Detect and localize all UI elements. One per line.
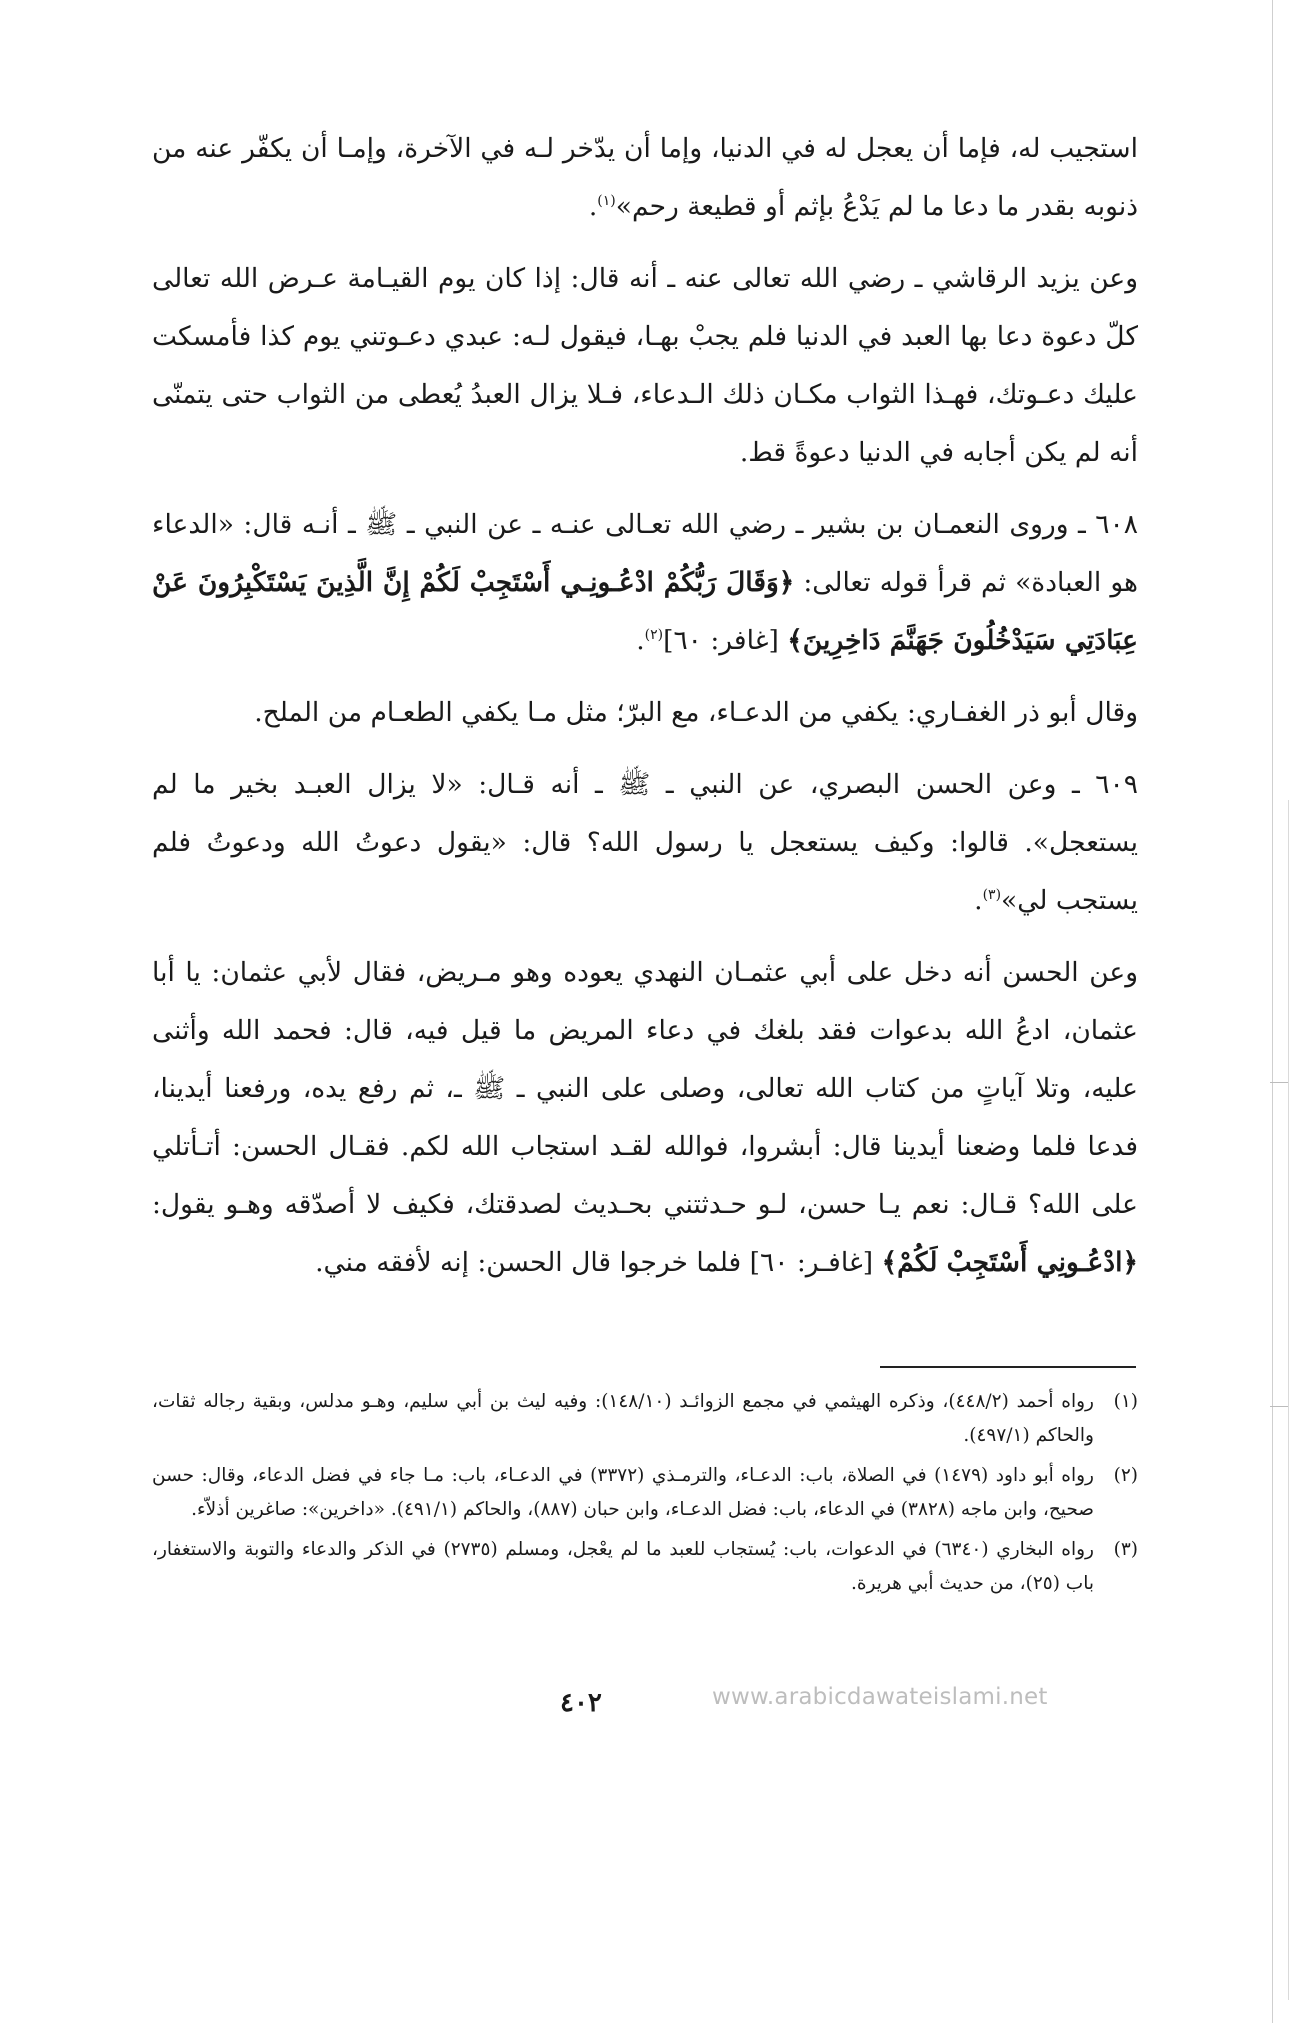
scan-edge-line-inner	[1288, 800, 1289, 2000]
footnote-text: رواه أحمد (٤٤٨/٢)، وذكره الهيثمي في مجمع الزوائـد (١٤٨/١٠): وفيه ليث بن أبي سليم، وهـو مدلس، وبقية رجاله ثقات، والحاكم (٤٩٧/١).	[152, 1391, 1094, 1446]
page-number: ٤٠٢	[560, 1688, 602, 1718]
footnote-ref-3: (٣)	[982, 887, 1002, 904]
scan-edge-line	[1272, 0, 1273, 2023]
footnote-ref-2: (٢)	[644, 627, 664, 644]
quran-verse-short: ﴿ادْعُـونِي أَسْتَجِبْ لَكُمْ﴾	[881, 1247, 1138, 1278]
footnote-text: رواه أبو داود (١٤٧٩) في الصلاة، باب: الدعـاء، والترمـذي (٣٣٧٢) في الدعـاء، باب: مـا جاء في فضل الدعاء، وقال: حسن صحيح، وابن ماجه (٣٨٢٨) في الدعاء، باب: فضل الدعـاء، وابن حبان (٨٨٧)، والحاكم (٤٩١/١). «داخرين»: صاغرين أذلاّء.	[152, 1465, 1094, 1520]
paragraph-hadith-609: ٦٠٩ ـ وعن الحسن البصري، عن النبي ـ ﷺ ـ أنه قـال: «لا يزال العبـد بخير ما لم يستعجل». قالوا: وكيف يستعجل يا رسول الله؟ قال: «يقول دعوتُ الله ودعوتُ فلم يستجب لي»$^{(٣)}$.	[152, 769, 1138, 916]
footnote-separator	[880, 1366, 1136, 1368]
footnotes	[152, 1385, 1138, 1607]
quran-verse: ﴿وَقَالَ رَبُّكُمْ ادْعُـونِـي أَسْتَجِبْ لَكُمْ إِنَّ الَّذِينَ يَسْتَكْبِرُونَ عَنْ عِبَادَتِي سَيَدْخُلُونَ جَهَنَّمَ دَاخِرِينَ﴾	[152, 567, 1138, 656]
footnote-text: رواه البخاري (٦٣٤٠) في الدعوات، باب: يُستجاب للعبد ما لم يعْجل، ومسلم (٢٧٣٥) في الذكر والدعاء والتوبة والاستغفار، باب (٢٥)، من حديث أبي هريرة.	[152, 1539, 1094, 1594]
footnote-number: (١)	[1113, 1391, 1138, 1412]
scan-edge-tick	[1270, 1082, 1288, 1083]
main-text	[152, 120, 1138, 1292]
paragraph-hadith-608: ٦٠٨ ـ وروى النعمـان بن بشير ـ رضي الله تعـالى عنـه ـ عن النبي ـ ﷺ ـ أنـه قال: «الدعاء هو العبادة» ثم قرأ قوله تعالى: ﴿وَقَالَ رَبُّكُمْ ادْعُـونِـي أَسْتَجِبْ لَكُمْ إِنَّ الَّذِينَ يَسْتَكْبِرُونَ عَنْ عِبَادَتِي سَيَدْخُلُونَ جَهَنَّمَ دَاخِرِينَ﴾ [غافر: ٦٠]$^{(٢)}$.	[152, 509, 1138, 656]
footnote-ref-1: (١)	[597, 193, 616, 210]
footnote-2	[152, 1459, 1138, 1527]
footnote-number: (٣)	[1113, 1539, 1138, 1560]
footnote-number: (٢)	[1113, 1465, 1138, 1486]
paragraph-al-hasan: وعن الحسن أنه دخل على أبي عثمـان النهدي يعوده وهو مـريض، فقال لأبي عثمان: يا أبا عثمان، ادعُ الله بدعوات فقد بلغك في دعاء المريض ما قيل فيه، قال: فحمد الله وأثنى عليه، وتلا آياتٍ من كتاب الله تعالى، وصلى على النبي ـ ﷺ ـ، ثم رفع يده، ورفعنا أيدينا، فدعا فلما وضعنا أيدينا قال: أبشروا، فوالله لقـد استجاب الله لكم. فقـال الحسن: أتـأتلي على الله؟ قـال: نعم يـا حسن، لـو حـدثتني بحـديث لصدقتك، فكيف لا أصدّقه وهـو يقول: ﴿ادْعُـونِي أَسْتَجِبْ لَكُمْ﴾ [غافـر: ٦٠] فلما خرجوا قال الحسن: إنه لأفقه مني.	[152, 957, 1138, 1278]
paragraph-abu-dhar: وقال أبو ذر الغفـاري: يكفي من الدعـاء، مع البرّ؛ مثل مـا يكفي الطعـام من الملح.	[254, 697, 1138, 728]
watermark-url: www.arabicdawateislami.net	[712, 1684, 1048, 1710]
footnote-1	[152, 1385, 1138, 1453]
paragraph-1: استجيب له، فإما أن يعجل له في الدنيا، وإما أن يدّخر لـه في الآخرة، وإمـا أن يكفّر عنه من ذنوبه بقدر ما دعا ما لم يَدْعُ بإثم أو قطيعة رحم»$^{(١)}$.	[152, 133, 1138, 222]
scan-edge-tick	[1270, 1406, 1288, 1407]
paragraph-2: وعن يزيد الرقاشي ـ رضي الله تعالى عنه ـ أنه قال: إذا كان يوم القيـامة عـرض الله تعالى كلّ دعوة دعا بها العبد في الدنيا فلم يجبْ بهـا، فيقول لـه: عبدي دعـوتني يوم كذا فأمسكت عليك دعـوتك، فهـذا الثواب مكـان ذلك الـدعاء، فـلا يزال العبدُ يُعطى من الثواب حتى يتمنّى أنه لم يكن أجابه في الدنيا دعوةً قط.	[152, 263, 1138, 468]
footnote-3	[152, 1533, 1138, 1601]
